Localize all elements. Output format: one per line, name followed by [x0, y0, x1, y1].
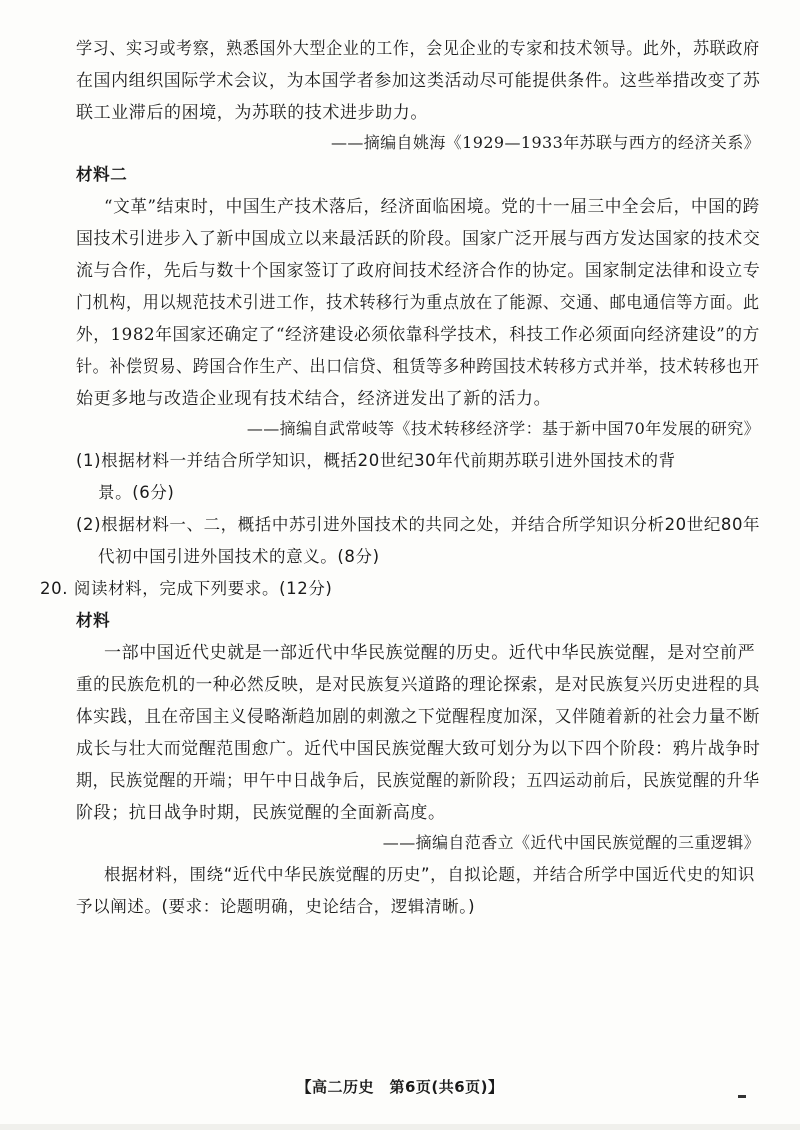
question-20-material-heading: 材料 [76, 611, 111, 630]
question-20-title: 20. 阅读材料，完成下列要求。(12分) [40, 579, 333, 598]
bottom-edge [0, 1124, 800, 1130]
question-2-line-1: (2)根据材料一、二，概括中苏引进外国技术的共同之处，并结合所学知识分析20世纪80年 [76, 515, 761, 534]
question-2-line-2: 代初中国引进外国技术的意义。(8分) [98, 547, 380, 566]
material-1-line-2: 在国内组织国际学术会议，为本国学者参加这类活动尽可能提供条件。这些举措改变了苏 [76, 71, 761, 91]
question-20-line-6: 阶段；抗日战争时期，民族觉醒的全面新高度。 [76, 803, 446, 823]
question-20-task-line-2: 予以阐述。(要求：论题明确，史论结合，逻辑清晰。) [76, 897, 476, 916]
material-2-line-2: 国技术引进步入了新中国成立以来最活跃的阶段。国家广泛开展与西方发达国家的技术交 [76, 229, 761, 249]
material-2-line-1: “文革”结束时，中国生产技术落后，经济面临困境。党的十一届三中全会后，中国的跨 [104, 197, 760, 217]
question-20-line-5: 期，民族觉醒的开端；甲午中日战争后，民族觉醒的新阶段；五四运动前后，民族觉醒的升华 [76, 771, 760, 791]
question-20-line-1: 一部中国近代史就是一部近代中华民族觉醒的历史。近代中华民族觉醒，是对空前严 [104, 643, 756, 663]
material-2-source: ——摘编自武常岐等《技术转移经济学：基于新中国70年发展的研究》 [246, 419, 760, 438]
material-2-line-3: 流与合作，先后与数十个国家签订了政府间技术经济合作的协定。国家制定法律和设立专 [76, 261, 761, 281]
material-2-line-4: 门机构，用以规范技术引进工作，技术转移行为重点放在了能源、交通、邮电通信等方面。此 [76, 293, 760, 313]
question-20-line-4: 成长与壮大而觉醒范围愈广。近代中国民族觉醒大致可划分为以下四个阶段：鸦片战争时 [76, 739, 761, 759]
material-2-line-5: 外，1982年国家还确定了“经济建设必须依靠科学技术，科技工作必须面向经济建设”的方 [76, 325, 760, 345]
corner-mark [738, 1095, 746, 1098]
material-1-source: ——摘编自姚海《1929—1933年苏联与西方的经济关系》 [330, 133, 760, 152]
page-footer: 【高二历史 第6页(共6页)】 [296, 1078, 504, 1096]
material-1-line-3: 联工业滞后的困境，为苏联的技术进步助力。 [76, 103, 428, 123]
question-20-source: ——摘编自范香立《近代中国民族觉醒的三重逻辑》 [382, 833, 760, 852]
question-20-line-2: 重的民族危机的一种必然反映，是对民族复兴道路的理论探索，是对民族复兴历史进程的具 [76, 675, 761, 695]
question-1-line-1: (1)根据材料一并结合所学知识，概括20世纪30年代前期苏联引进外国技术的背 [76, 451, 676, 470]
question-1-line-2: 景。(6分) [98, 483, 175, 502]
material-2-heading: 材料二 [76, 165, 128, 184]
material-2-line-7: 始更多地与改造企业现有技术结合，经济迸发出了新的活力。 [76, 389, 552, 409]
material-1-line-1: 学习、实习或考察，熟悉国外大型企业的工作，会见企业的专家和技术领导。此外，苏联政府 [76, 39, 760, 59]
question-20-task-line-1: 根据材料，围绕“近代中华民族觉醒的历史”，自拟论题，并结合所学中国近代史的知识 [104, 865, 755, 884]
material-2-line-6: 针。补偿贸易、跨国合作生产、出口信贷、租赁等多种跨国技术转移方式并举，技术转移也开 [76, 357, 760, 377]
question-20-line-3: 体实践，且在帝国主义侵略渐趋加剧的刺激之下觉醒程度加深，又伴随着新的社会力量不断 [76, 707, 761, 727]
